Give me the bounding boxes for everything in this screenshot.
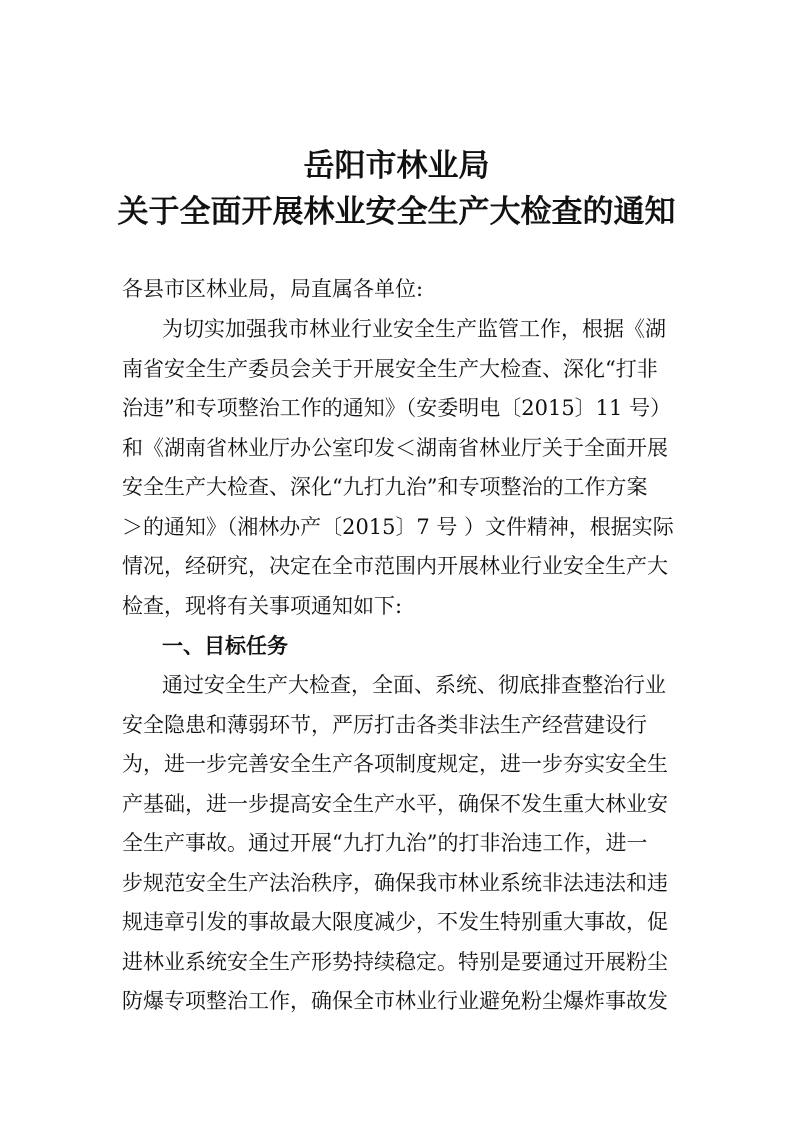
intro-line-4: 和《湖南省林业厅办公室印发＜湖南省林业厅关于全面开展: [122, 436, 668, 460]
section1-line-1: 通过安全生产大检查，全面、系统、彻底排查整治行业: [162, 673, 666, 697]
intro-line-2: 南省安全生产委员会关于开展安全生产大检查、深化“打非: [122, 357, 658, 381]
intro-line-6: ＞的通知》（湘林办产〔2015〕7 号 ）文件精神，根据实际: [122, 515, 674, 539]
intro-line-7: 情况，经研究，决定在全市范围内开展林业行业安全生产大: [122, 554, 668, 578]
section1-line-4: 产基础，进一步提高安全生产水平，确保不发生重大林业安: [122, 792, 668, 816]
section1-line-7: 规违章引发的事故最大限度减少，不发生特别重大事故，促: [122, 910, 668, 934]
document-title-line-1: 岳阳市林业局: [303, 148, 490, 184]
intro-line-1: 为切实加强我市林业行业安全生产监管工作，根据《湖: [162, 317, 666, 341]
section1-line-9: 防爆专项整治工作，确保全市林业行业避免粉尘爆炸事故发: [122, 989, 668, 1013]
section1-line-8: 进林业系统安全生产形势持续稳定。特别是要通过开展粉尘: [122, 950, 668, 974]
section1-line-3: 为，进一步完善安全生产各项制度规定，进一步夯实安全生: [122, 752, 668, 776]
document-title-line-2: 关于全面开展林业安全生产大检查的通知: [117, 194, 676, 230]
intro-line-8: 检查，现将有关事项通知如下:: [122, 594, 403, 618]
salutation: 各县市区林业局，局直属各单位:: [122, 277, 424, 301]
section1-line-5: 全生产事故。通过开展“九打九治”的打非治违工作，进一: [122, 831, 648, 855]
intro-line-3: 治违”和专项整治工作的通知》（安委明电〔2015〕11 号）: [122, 396, 672, 420]
section-heading-targets: 一、目标任务: [162, 634, 288, 658]
intro-line-5: 安全生产大检查、深化“九打九治”和专项整治的工作方案: [122, 475, 648, 499]
section1-line-2: 安全隐患和薄弱环节，严厉打击各类非法生产经营建设行: [122, 713, 647, 737]
section1-line-6: 步规范安全生产法治秩序，确保我市林业系统非法违法和违: [122, 871, 668, 895]
